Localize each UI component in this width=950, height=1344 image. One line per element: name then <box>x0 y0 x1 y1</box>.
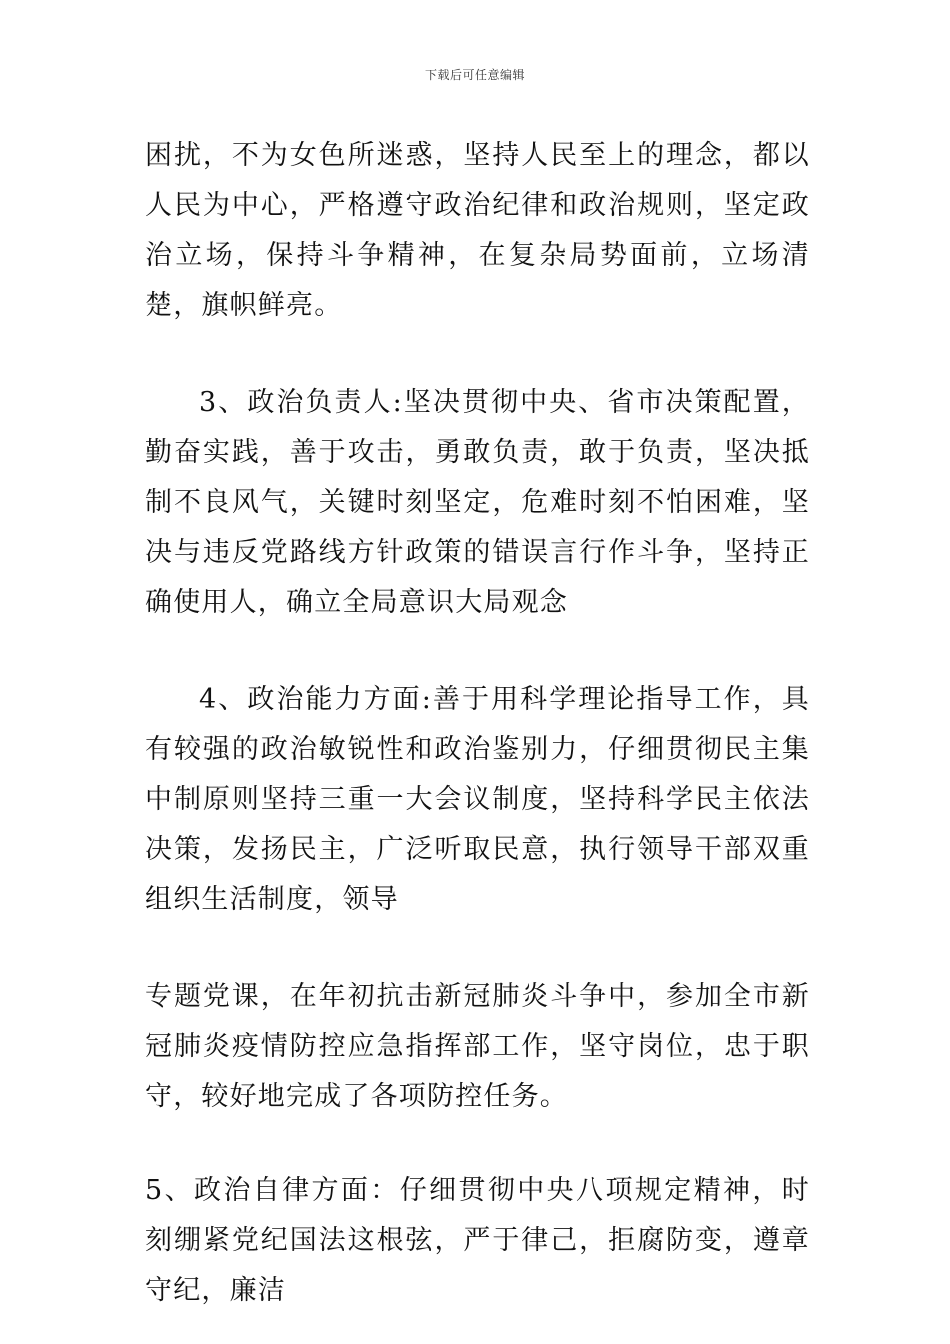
paragraph-continuation: 困扰，不为女色所迷惑，坚持人民至上的理念，都以人民为中心，严格遵守政治纪律和政治规则，坚定政治立场，保持斗争精神，在复杂局势面前，立场清楚，旗帜鲜亮。 <box>145 140 810 321</box>
paragraph-item-5: 5、政治自律方面：仔细贯彻中央八项规定精神，时刻绷紧党纪国法这根弦，严于律己，拒腐防变，遵章守纪，廉洁 <box>145 1175 810 1306</box>
paragraph-item-3: 3、政治负责人:坚决贯彻中央、省市决策配置，勤奋实践，善于攻击，勇敢负责，敢于负责，坚决抵制不良风气，关键时刻坚定，危难时刻不怕困难，坚决与违反党路线方针政策的错误言行作斗争，坚持正确使用人，确立全局意识大局观念 <box>145 387 810 618</box>
paragraph-special-lesson: 专题党课，在年初抗击新冠肺炎斗争中，参加全市新冠肺炎疫情防控应急指挥部工作，坚守岗位，忠于职守，较好地完成了各项防控任务。 <box>145 981 810 1112</box>
paragraph-item-4: 4、政治能力方面:善于用科学理论指导工作，具有较强的政治敏锐性和政治鉴别力，仔细贯彻民主集中制原则坚持三重一大会议制度，坚持科学民主依法决策，发扬民主，广泛听取民意，执行领导干部双重组织生活制度，领导 <box>145 684 810 915</box>
page-header-note: 下载后可任意编辑 <box>424 68 525 82</box>
document-body <box>145 131 810 1316</box>
